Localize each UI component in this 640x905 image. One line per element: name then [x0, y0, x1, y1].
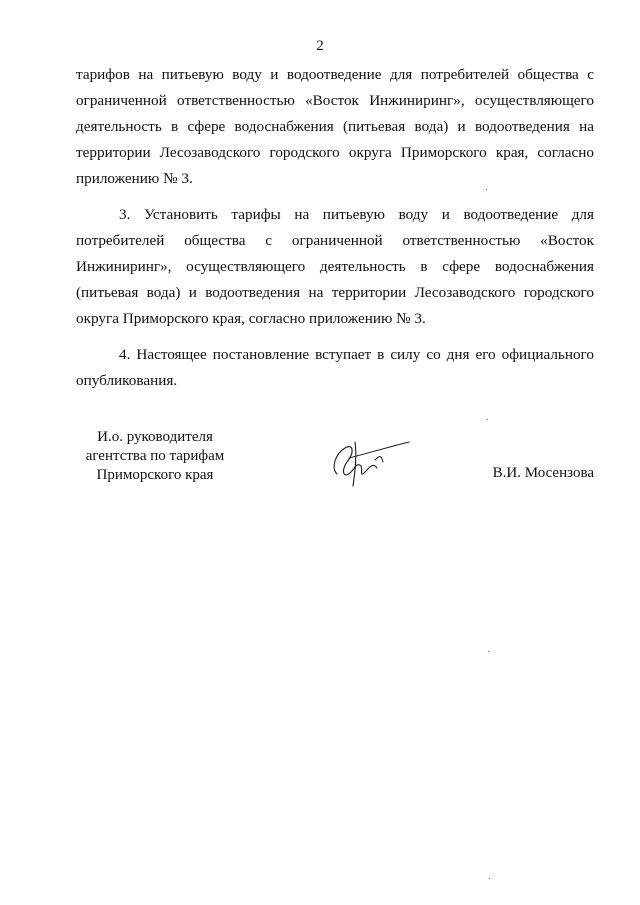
document-body	[76, 62, 594, 404]
signatory-position	[70, 428, 240, 485]
position-line: Приморского края	[96, 467, 214, 483]
paragraph-item-3: 3. Установить тарифы на питьевую воду и водоотведение для потребителей общества с ограниченной ответственностью «Восток Инжиниринг», осуществляющего деятельность в сфере водоснабжения (питьевая вода) и водоотведения на территории Лесозаводского городского округа Приморского края, согласно приложению № 3.	[76, 206, 594, 327]
scan-speck	[487, 419, 488, 420]
signer-name: В.И. Мосензова	[492, 465, 594, 481]
paragraph-continuation: тарифов на питьевую воду и водоотведение для потребителей общества с ограниченной ответственностью «Восток Инжиниринг», осуществляющего деятельность в сфере водоснабжения (питьевая вода) и водоотведения на территории Лесозаводского городского округа Приморского края, согласно приложению № 3.	[76, 66, 594, 187]
page-number: 2	[316, 38, 324, 54]
scan-speck	[489, 878, 490, 879]
paragraph-item-4: 4. Настоящее постановление вступает в силу со дня его официального опубликования.	[76, 346, 594, 389]
position-line: И.о. руководителя	[97, 429, 213, 445]
handwritten-signature	[325, 432, 425, 492]
scan-speck	[488, 651, 489, 652]
position-line: агентства по тарифам	[85, 448, 225, 464]
scan-speck	[486, 189, 487, 190]
